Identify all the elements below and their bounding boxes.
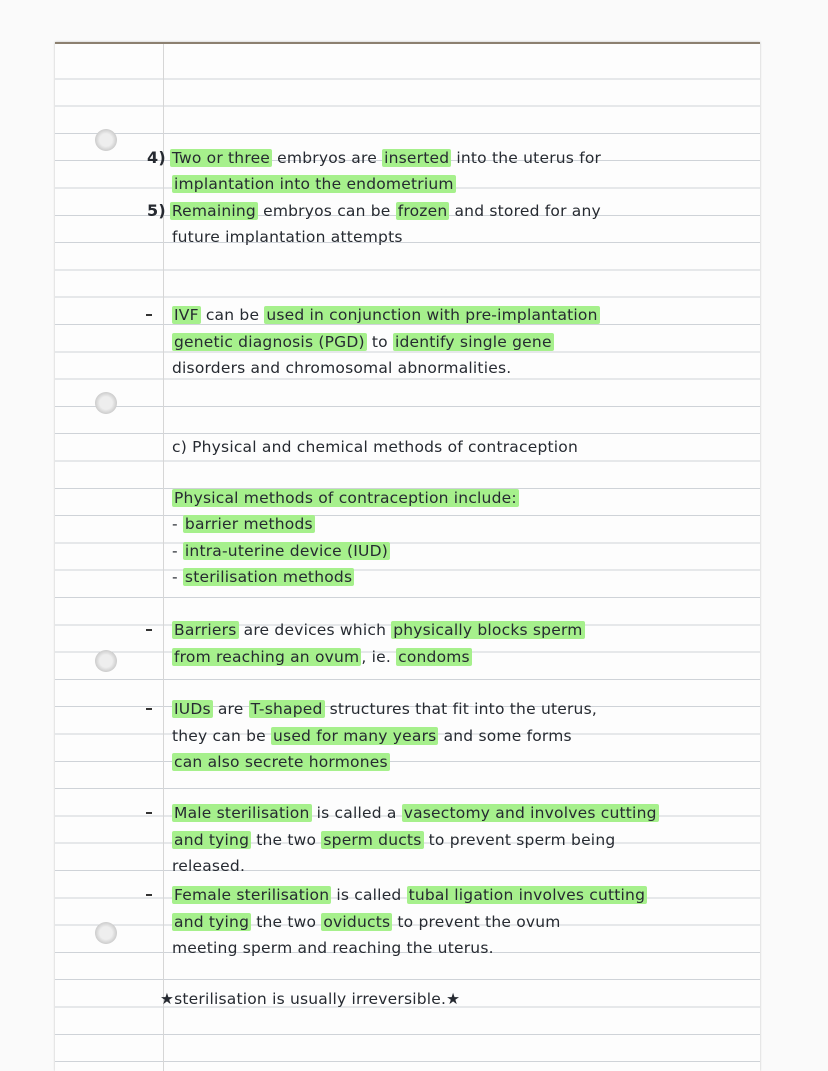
bullet-dash: [146, 629, 152, 631]
footer-note: ★sterilisation is usually irreversible.★: [160, 990, 461, 1008]
ivf-line-3: disorders and chromosomal abnormalities.: [172, 359, 512, 377]
ivf-line-1: IVF can be used in conjunction with pre-implantation: [174, 306, 598, 324]
physical-intro: Physical methods of contraception include:: [174, 489, 517, 507]
physical-item: - sterilisation methods: [172, 568, 353, 586]
section-heading: c) Physical and chemical methods of contraception: [172, 438, 578, 456]
notebook-page: [55, 42, 760, 1071]
punch-hole: [95, 129, 117, 151]
step-5-line-1: 5) Remaining embryos can be frozen and stored for any: [147, 201, 601, 220]
bullet-dash: [146, 894, 152, 896]
punch-hole: [95, 922, 117, 944]
physical-item: - intra-uterine device (IUD): [172, 542, 388, 560]
female-line-1: Female sterilisation is called tubal ligation involves cutting: [174, 886, 646, 904]
margin-line: [163, 42, 164, 1071]
bullet-dash: [146, 708, 152, 710]
male-line-2: and tying the two sperm ducts to prevent sperm being: [174, 831, 616, 849]
punch-hole: [95, 392, 117, 414]
iuds-line-3: can also secrete hormones: [174, 753, 388, 771]
ivf-line-2: genetic diagnosis (PGD) to identify single gene: [174, 333, 552, 351]
male-line-1: Male sterilisation is called a vasectomy and involves cutting: [174, 804, 657, 822]
female-line-2: and tying the two oviducts to prevent the ovum: [174, 913, 561, 931]
bullet-dash: [146, 812, 152, 814]
step-5-line-2: future implantation attempts: [172, 228, 403, 246]
barriers-line-1: Barriers are devices which physically blocks sperm: [174, 621, 583, 639]
step-4-line-1: 4) Two or three embryos are inserted into the uterus for: [147, 148, 602, 167]
punch-hole: [95, 650, 117, 672]
male-line-3: released.: [172, 857, 246, 875]
iuds-line-1: IUDs are T-shaped structures that fit into the uterus,: [174, 700, 597, 718]
female-line-3: meeting sperm and reaching the uterus.: [172, 939, 494, 957]
physical-item: - barrier methods: [172, 515, 313, 533]
bullet-dash: [146, 314, 152, 316]
barriers-line-2: from reaching an ovum , ie. condoms: [174, 648, 470, 666]
step-4-line-2: implantation into the endometrium: [174, 175, 454, 193]
iuds-line-2: they can be used for many years and some forms: [172, 727, 572, 745]
